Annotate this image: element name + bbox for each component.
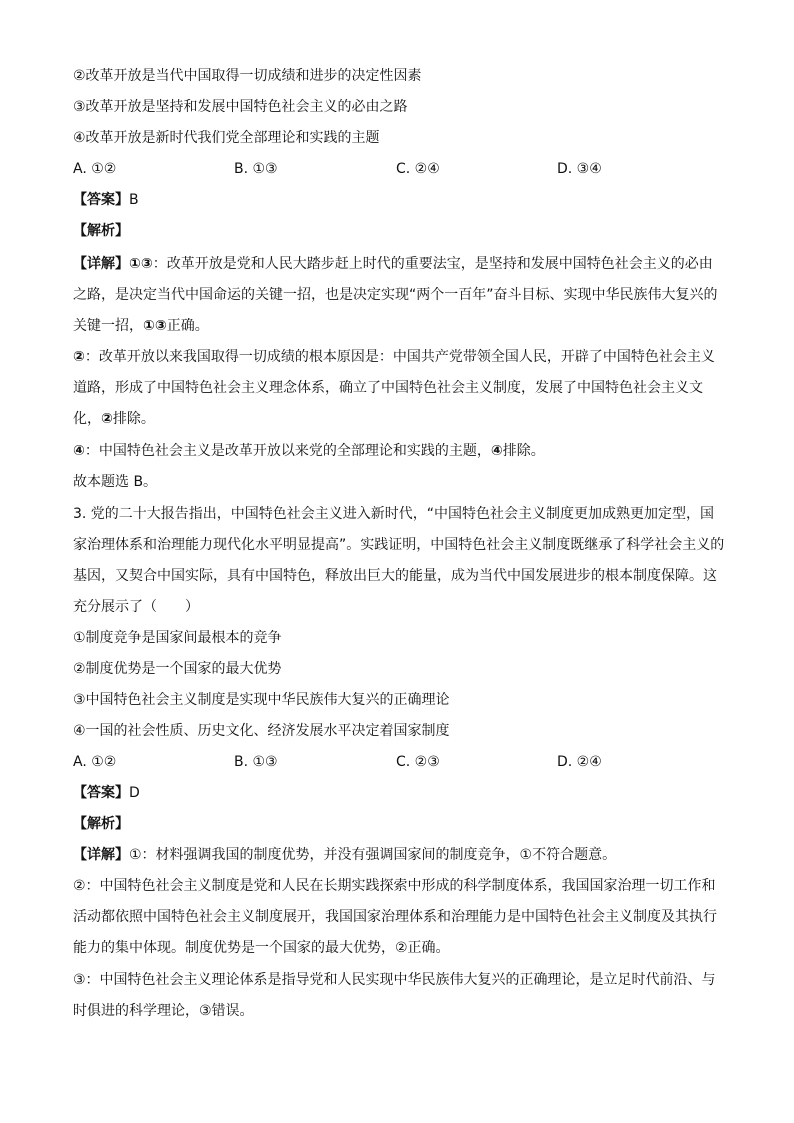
q2-detail-4-line1 [73, 441, 723, 461]
q2-detail-13-mark2: ①③ [143, 318, 167, 334]
q2-analysis-label: 解析 [87, 223, 115, 239]
q3-statement-1: ①制度竞争是国家间最根本的竞争 [73, 630, 282, 646]
q3-answer-value: D [129, 785, 140, 801]
q3-detail-2-line1: ②：中国特色社会主义制度是党和人民在长期实践探索中形成的科学制度体系，我国国家治理一切工作和 [73, 878, 716, 894]
q3-statement-3: ③中国特色社会主义制度是实现中华民族伟大复兴的正确理论 [73, 692, 450, 708]
q2-option-c: C. ②④ [396, 161, 440, 177]
q2-detail-2-line2: 道路，形成了中国特色社会主义理念体系，确立了中国特色社会主义制度，发展了中国特色社会主义文 [73, 380, 703, 396]
q3-option-c: C. ②③ [396, 754, 440, 770]
q3-answer: 【答案】D [73, 785, 140, 801]
q2-conclusion: 故本题选 B。 [73, 474, 158, 490]
q2-detail-13-line3 [73, 316, 723, 336]
q3-detail-3-line2: 时俱进的科学理论，③错误。 [73, 1003, 254, 1019]
q2-option-d: D. ③④ [557, 161, 602, 177]
q2-detail-label: 详解 [87, 256, 115, 272]
q3-detail-2-line2: 活动都依照中国特色社会主义制度展开，我国国家治理体系和治理能力是中国特色社会主义制度及其执行 [73, 909, 717, 925]
q2-detail-2-line3 [73, 409, 723, 429]
q3-stem-line2: 家治理体系和治理能力现代化水平明显提高”。实践证明，中国特色社会主义制度既继承了科学社会主义的 [73, 537, 725, 553]
q2-detail-13-text1: ：改革开放是党和人民大踏步赶上时代的重要法宝，是坚持和发展中国特色社会主义的必由 [152, 256, 713, 272]
q3-analysis-label: 解析 [87, 816, 115, 832]
q2-detail-2-text3c: 排除。 [112, 411, 155, 427]
q3-option-a: A. ①② [73, 754, 117, 770]
q2-detail-4-text1c: 排除。 [502, 443, 545, 459]
q3-detail-1-text: ①：材料强调我国的制度优势，并没有强调国家间的制度竞争，①不符合题意。 [129, 847, 617, 863]
q2-detail-13-text3a: 关键一招， [73, 318, 143, 334]
q2-statement-2: ②改革开放是当代中国取得一切成绩和进步的决定性因素 [73, 68, 422, 84]
q2-statement-4: ④改革开放是新时代我们党全部理论和实践的主题 [73, 130, 380, 146]
q2-answer-value: B [129, 192, 139, 208]
q2-detail-2-line1 [73, 347, 723, 367]
q2-statement-3: ③改革开放是坚持和发展中国特色社会主义的必由之路 [73, 99, 408, 115]
q3-detail-2-line3: 能力的集中体现。制度优势是一个国家的最大优势，②正确。 [73, 940, 450, 956]
q2-detail-2-text1: ：改革开放以来我国取得一切成绩的根本原因是：中国共产党带领全国人民，开辟了中国特色社会主义 [84, 349, 715, 365]
q2-detail-2-mark2: ② [101, 411, 113, 427]
q2-detail-2-text3a: 化， [73, 411, 101, 427]
q3-analysis-heading: 【解析】 [73, 816, 129, 832]
q2-detail-4-mark2: ④ [490, 443, 503, 459]
q3-detail-1: 【详解】①：材料强调我国的制度优势，并没有强调国家间的制度竞争，①不符合题意。 [73, 847, 617, 863]
q2-detail-4-mark: ④ [73, 443, 85, 459]
q3-statement-2: ②制度优势是一个国家的最大优势 [73, 661, 282, 677]
q2-answer-label: 答案 [87, 192, 115, 208]
q3-stem-line4: 充分展示了（ ） [73, 599, 199, 615]
q2-detail-4-text1a: ：中国特色社会主义是改革开放以来党的全部理论和实践的主题， [84, 443, 491, 459]
q3-answer-label: 答案 [87, 785, 115, 801]
q3-statement-4: ④一国的社会性质、历史文化、经济发展水平决定着国家制度 [73, 723, 450, 739]
q3-stem-line1: 3. 党的二十大报告指出，中国特色社会主义进入新时代，“中国特色社会主义制度更加成熟更加定型，国 [73, 506, 715, 522]
q2-detail-13-text3c: 正确。 [166, 318, 209, 334]
q3-option-d: D. ②④ [557, 754, 602, 770]
q3-stem-line3: 基因，又契合中国实际，具有中国特色，释放出巨大的能量，成为当代中国发展进步的根本制度保障。这 [73, 568, 717, 584]
q3-detail-label: 详解 [87, 847, 115, 863]
q2-detail-13-mark: ①③ [129, 256, 153, 272]
q2-detail-13-line2: 之路，是决定当代中国命运的关键一招，也是决定实现“两个一百年”奋斗目标、实现中华民族伟大复兴的 [73, 287, 718, 303]
q2-analysis-heading: 【解析】 [73, 223, 129, 239]
q2-option-b: B. ①③ [234, 161, 278, 177]
q3-option-b: B. ①③ [234, 754, 278, 770]
q2-option-a: A. ①② [73, 161, 117, 177]
q2-detail-13-line1: 【详解】①③：改革开放是党和人民大踏步赶上时代的重要法宝，是坚持和发展中国特色社会主义的必由 [73, 256, 713, 272]
q2-detail-2-mark: ② [73, 349, 85, 365]
q3-detail-3-line1: ③：中国特色社会主义理论体系是指导党和人民实现中华民族伟大复兴的正确理论，是立足时代前沿、与 [73, 972, 716, 988]
q2-answer: 【答案】B [73, 192, 139, 208]
